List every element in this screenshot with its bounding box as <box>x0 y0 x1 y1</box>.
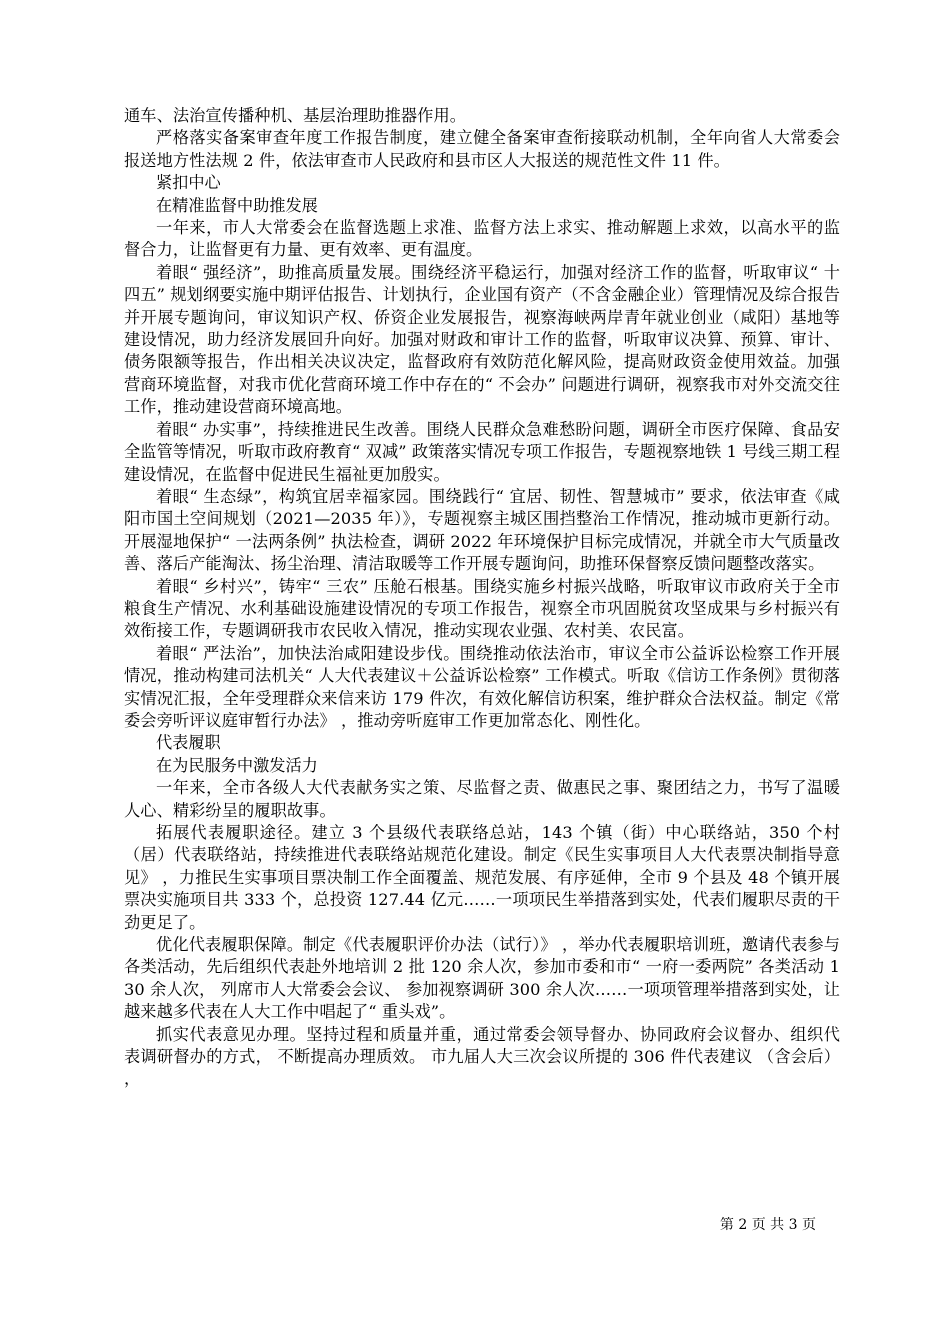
section-heading: 代表履职 <box>156 733 221 753</box>
paragraph: 拓展代表履职途径。建立 3 个县级代表联络总站，143 个镇（街）中心联络站，350 个村（居）代表联络站，持续推进代表联络站规范化建设。制定《民生实事项目人大代表票决制指导意见》 ，力推民生实事项目票决制工作全面覆盖、规范发展、有序延伸，全市 9 个县及 48 个镇开展票决实施项目共 333 个，总投资 127.44 亿元……一项项民生举措落到实处，代表们履职尽责的干劲更足了。 <box>124 823 840 932</box>
paragraph: 着眼“ 办实事”，持续推进民生改善。围绕人民群众急难愁盼问题，调研全市医疗保障、食品安全监管等情况，听取市政府教育“ 双减” 政策落实情况专项工作报告，专题视察地铁 1 号线三期工程建设情况，在监督中促进民生福祉更加殷实。 <box>124 419 840 484</box>
paragraph: 优化代表履职保障。制定《代表履职评价办法（试行）》 ，举办代表履职培训班，邀请代表参与各类活动，先后组织代表赴外地培训 2 批 120 余人次，参加市委和市“ 一府一委两院” 各类活动 130 余人次， 列席市人大常委会会议、 参加视察调研 300 余人次……一项项管理举措落到实处，让越来越多代表在人大工作中唱起了“ 重头戏”。 <box>124 935 840 1022</box>
paragraph: 一年来，全市各级人大代表献务实之策、尽监督之责、做惠民之事、聚团结之力，书写了温暖人心、精彩纷呈的履职故事。 <box>124 778 840 820</box>
section-heading: 紧扣中心 <box>156 173 221 193</box>
paragraph: 着眼“ 强经济”，助推高质量发展。围绕经济平稳运行，加强对经济工作的监督，听取审议“ 十四五” 规划纲要实施中期评估报告、计划执行，企业国有资产（不含金融企业）管理情况及综合报告并开展专题询问，审议知识产权、侨资企业发展报告，视察海峡两岸青年就业创业（咸阳）基地等建设情况，助力经济发展回升向好。加强对财政和审计工作的监督，听取审议决算、预算、审计、债务限额等报告，作出相关决议决定，监督政府有效防范化解风险，提高财政资金使用效益。加强营商环境监督，对我市优化营商环境工作中存在的“ 不会办” 问题进行调研，视察我市对外交流交往工作，推动建设营商环境高地。 <box>124 262 840 417</box>
paragraph: 着眼“ 生态绿”，构筑宜居幸福家园。围绕践行“ 宜居、韧性、智慧城市” 要求，依法审查《咸阳市国土空间规划（2021—2035 年）》，专题视察主城区围挡整治工作情况，推动城市更新行动。开展湿地保护“ 一法两条例” 执法检查，调研 2022 年环境保护目标完成情况，并就全市大气质量改善、落后产能淘汰、扬尘治理、清洁取暖等工作开展专题询问，助推环保督察反馈问题整改落实。 <box>124 486 840 574</box>
paragraph: 着眼“ 严法治”，加快法治咸阳建设步伐。围绕推动依法治市，审议全市公益诉讼检察工作开展情况，推动构建司法机关“ 人大代表建议＋公益诉讼检察” 工作模式。听取《信访工作条例》贯彻落实情况汇报，全年受理群众来信来访 179 件次，有效化解信访积案，维护群众合法权益。制定《常委会旁听评议庭审暂行办法》 ，推动旁听庭审工作更加常态化、刚性化。 <box>124 643 840 730</box>
paragraph: 抓实代表意见办理。坚持过程和质量并重，通过常委会领导督办、协同政府会议督办、组织代表调研督办的方式， 不断提高办理质效。 市九届人大三次会议所提的 306 件代表建议 （含会后） ， <box>124 1024 840 1089</box>
paragraph: 严格落实备案审查年度工作报告制度，建立健全备案审查衔接联动机制，全年向省人大常委会报送地方性法规 2 件，依法审查市人民政府和县市区人大报送的规范性文件 11 件。 <box>124 128 840 170</box>
page-number-footer: 第 2 页 共 3 页 <box>719 1217 816 1233</box>
paragraph: 一年来，市人大常委会在监督选题上求准、监督方法上求实、推动解题上求效，以高水平的监督合力，让监督更有力量、更有效率、更有温度。 <box>124 218 840 260</box>
section-subheading: 在精准监督中助推发展 <box>156 195 318 215</box>
paragraph: 通车、法治宣传播种机、基层治理助推器作用。 <box>124 106 467 125</box>
document-body <box>124 105 840 1091</box>
section-subheading: 在为民服务中激发活力 <box>156 755 318 775</box>
paragraph: 着眼“ 乡村兴”，铸牢“ 三农” 压舱石根基。围绕实施乡村振兴战略，听取审议市政府关于全市粮食生产情况、水利基础设施建设情况的专项工作报告，视察全市巩固脱贫攻坚成果与乡村振兴有效衔接工作，专题调研我市农民收入情况，推动实现农业强、农村美、农民富。 <box>124 576 840 641</box>
